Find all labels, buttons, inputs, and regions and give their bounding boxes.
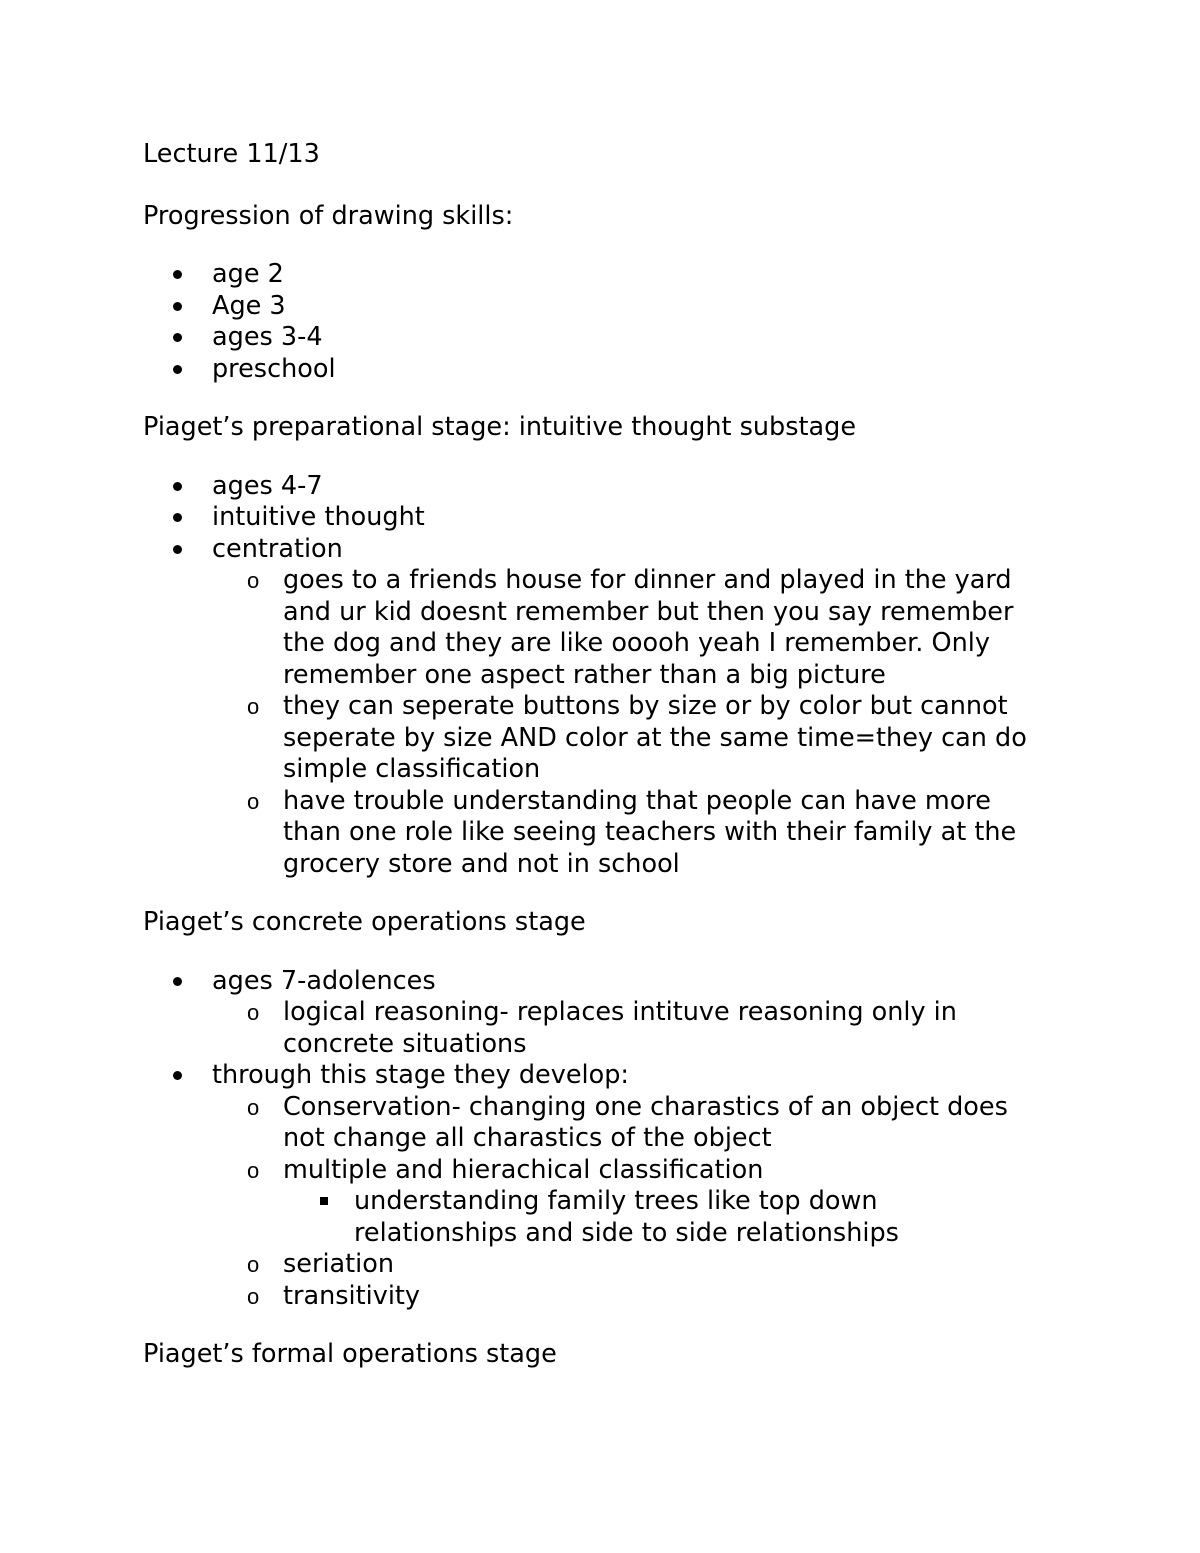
sub-list-item: o seriation	[247, 1249, 395, 1279]
concrete-operations-list	[143, 966, 1083, 1313]
bullet-icon	[173, 966, 182, 998]
list-item: ages 3-4	[143, 322, 1083, 354]
sub-list-item: o transitivity	[247, 1280, 420, 1311]
bullet-icon	[173, 354, 182, 386]
square-bullet-icon	[320, 1186, 328, 1218]
circle-bullet-icon: o	[247, 1094, 260, 1120]
drawing-skills-list	[143, 259, 1083, 385]
sub-list-item: o goes to a friends house for dinner and played in the yard and ur kid doesnt remember but then you say remember the dog and they are like ooooh yeah I remember. Only remember one aspect rather than a big picture	[247, 565, 1014, 690]
sub-list-item: o have trouble understanding that people can have more than one role like seeing teachers with their family at the grocery store and not in school	[247, 785, 1017, 879]
circle-bullet-icon: o	[247, 1283, 260, 1309]
list-item: ages 4-7	[143, 471, 1083, 503]
section-heading-preoperational: Piaget’s preparational stage: intuitive thought substage	[143, 412, 857, 442]
list-item: through this stage they develop:	[143, 1060, 1083, 1092]
sub-list-item: o they can seperate buttons by size or by color but cannot seperate by size AND color at the same time=they can do simple classification	[247, 691, 1027, 784]
circle-bullet-icon: o	[247, 1000, 260, 1025]
sub-list-item: o logical reasoning- replaces intituve reasoning only in concrete situations	[247, 997, 957, 1059]
circle-bullet-icon: o	[247, 1157, 260, 1183]
circle-bullet-icon: o	[247, 694, 260, 719]
section-heading-drawing-skills: Progression of drawing skills:	[143, 200, 514, 231]
list-item: intuitive thought	[143, 502, 1083, 534]
lecture-title: Lecture 11/13	[143, 139, 320, 169]
circle-bullet-icon: o	[247, 788, 260, 814]
sub-list-item: o multiple and hierachical classification	[247, 1154, 764, 1185]
list-item: age 2	[143, 259, 1083, 291]
bullet-icon	[173, 471, 182, 503]
bullet-icon	[173, 322, 182, 354]
list-item: preschool	[143, 354, 1083, 386]
document-page	[143, 139, 1083, 1371]
list-item: Age 3	[143, 291, 1083, 323]
circle-bullet-icon: o	[247, 1252, 260, 1277]
bullet-icon	[173, 291, 182, 323]
bullet-icon	[173, 259, 182, 291]
sub-list-item: o Conservation- changing one charastics of an object does not change all charastics of the object	[247, 1091, 1008, 1153]
preoperational-list	[143, 471, 1083, 881]
sub-sub-list-item: understanding family trees like top down relationships and side to side relationships	[143, 1186, 1083, 1249]
section-heading-concrete-operations: Piaget’s concrete operations stage	[143, 907, 586, 937]
section-heading-formal-operations: Piaget’s formal operations stage	[143, 1339, 557, 1369]
bullet-icon	[173, 502, 182, 534]
list-item: ages 7-adolences	[143, 966, 1083, 998]
bullet-icon	[173, 534, 182, 566]
circle-bullet-icon: o	[247, 568, 260, 593]
bullet-icon	[173, 1060, 182, 1092]
list-item: centration	[143, 534, 1083, 566]
